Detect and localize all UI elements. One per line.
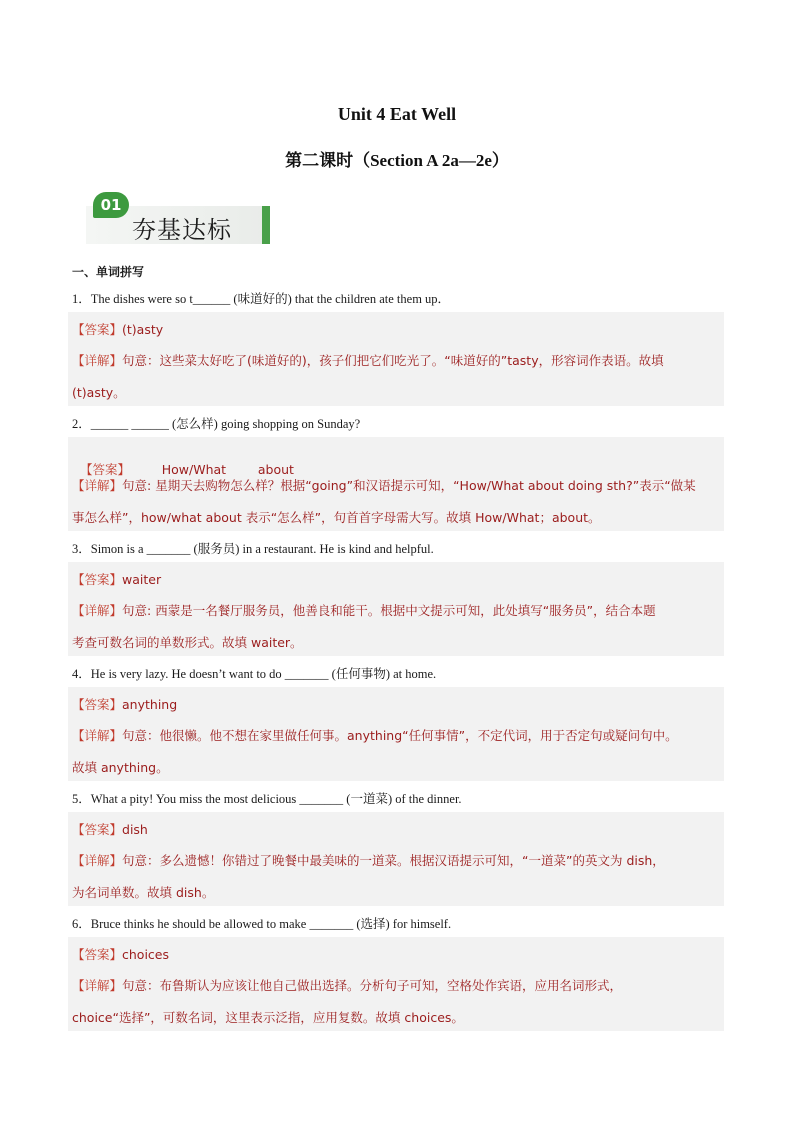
answer-value: (t)asty (122, 322, 164, 337)
detail-4-line-2: 故填 anything。 (72, 760, 169, 775)
answer-6 (72, 945, 169, 963)
banner-number-badge: 01 (93, 192, 129, 218)
detail-tag: 【详解】 (72, 478, 123, 493)
answer-value: How/What about (129, 462, 294, 477)
detail-3-line-2: 考查可数名词的单数形式。故填 waiter。 (72, 635, 303, 650)
question-2: 2．______ ______ (怎么样) going shopping on Sunday? (72, 417, 361, 431)
answer-tag: 【答案】 (72, 822, 123, 837)
banner-accent-bar (262, 206, 270, 244)
answer-value: dish (122, 822, 148, 837)
detail-text: 句意：布鲁斯认为应该让他自己做出选择。分析句子可知，空格处作宾语，应用名词形式， (122, 978, 623, 993)
section-title: 一、单词拼写 (72, 265, 145, 279)
detail-3-line-1 (72, 601, 656, 619)
answer-value: choices (122, 947, 170, 962)
answer-2 (72, 445, 294, 478)
answer-1 (72, 320, 163, 338)
detail-4-line-1 (72, 726, 678, 744)
detail-text: 句意：这些菜太好吃了(味道好的)，孩子们把它们吃光了。“味道好的”tasty，形容词作表语。故填 (122, 353, 664, 368)
question-6: 6．Bruce thinks he should be allowed to make _______ (选择) for himself. (72, 917, 452, 931)
detail-text: 句意：多么遗憾！你错过了晚餐中最美味的一道菜。根据汉语提示可知，“一道菜”的英文为 dish， (122, 853, 665, 868)
question-3: 3．Simon is a _______ (服务员) in a restaurant. He is kind and helpful. (72, 542, 434, 556)
detail-tag: 【详解】 (72, 853, 123, 868)
detail-tag: 【详解】 (72, 603, 123, 618)
detail-2-line-2: 事怎么样”，how/what about 表示“怎么样”，句首首字母需大写。故填 How/What；about。 (72, 510, 601, 525)
detail-text: 句意：他很懒。他不想在家里做任何事。anything“任何事情”，不定代词，用于否定句或疑问句中。 (122, 728, 678, 743)
answer-3 (72, 570, 161, 588)
detail-5-line-2: 为名词单数。故填 dish。 (72, 885, 215, 900)
detail-2-line-1 (72, 476, 696, 494)
answer-tag: 【答案】 (72, 572, 123, 587)
detail-tag: 【详解】 (72, 978, 123, 993)
detail-6-line-1 (72, 976, 622, 994)
unit-title: Unit 4 Eat Well (337, 104, 457, 124)
answer-tag: 【答案】 (72, 322, 123, 337)
answer-value: waiter (122, 572, 162, 587)
detail-text: 句意: 星期天去购物怎么样？根据“going”和汉语提示可知，“How/What about doing sth?”表示“做某 (122, 478, 696, 493)
lesson-subtitle: 第二课时（Section A 2a—2e） (285, 151, 509, 170)
question-4: 4．He is very lazy. He doesn’t want to do _______ (任何事物) at home. (72, 667, 437, 681)
detail-text: 句意: 西蒙是一名餐厅服务员，他善良和能干。根据中文提示可知，此处填写“服务员”，结合本题 (122, 603, 656, 618)
question-1: 1．The dishes were so t______ (味道好的) that the children ate them up． (72, 292, 451, 306)
answer-value: anything (122, 697, 178, 712)
question-5: 5．What a pity! You miss the most delicious _______ (一道菜) of the dinner. (72, 792, 462, 806)
answer-4 (72, 695, 177, 713)
answer-5 (72, 820, 148, 838)
section-banner (86, 190, 272, 244)
answer-tag: 【答案】 (72, 697, 123, 712)
detail-tag: 【详解】 (72, 728, 123, 743)
detail-5-line-1 (72, 851, 665, 869)
detail-1-line-2: (t)asty。 (72, 385, 126, 400)
answer-tag: 【答案】 (79, 462, 130, 477)
banner-label: 夯基达标 (132, 216, 232, 244)
detail-6-line-2: choice“选择”，可数名词，这里表示泛指，应用复数。故填 choices。 (72, 1010, 464, 1025)
answer-tag: 【答案】 (72, 947, 123, 962)
detail-1-line-1 (72, 351, 664, 369)
detail-tag: 【详解】 (72, 353, 123, 368)
